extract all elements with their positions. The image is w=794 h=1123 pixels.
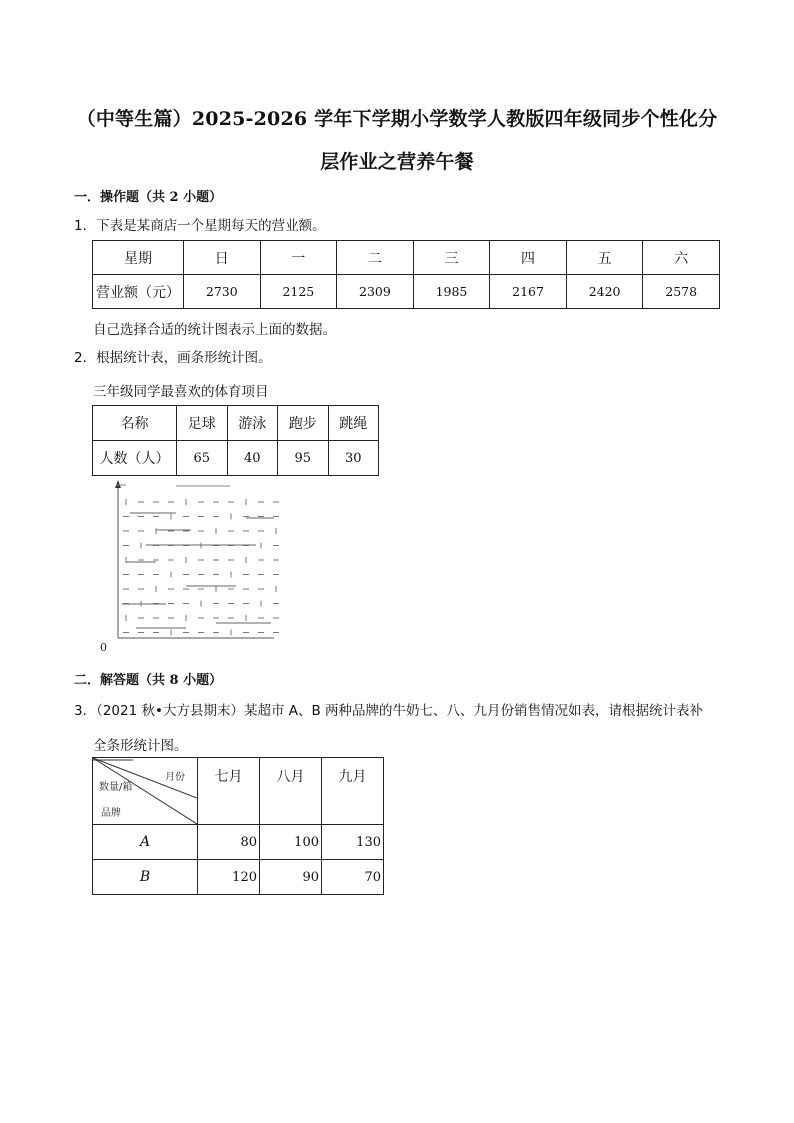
table-row <box>93 241 720 275</box>
section-heading-answer: 二．解答题（共 8 小题） <box>74 673 223 688</box>
document-title-line-2: 层作业之营养午餐 <box>320 151 474 173</box>
origin-label: 0 <box>100 641 107 654</box>
document-title-line-1: （中等生篇）2025-2026 学年下学期小学数学人教版四年级同步个性化分 <box>76 108 718 130</box>
table-cell: 星期 <box>93 241 184 275</box>
table-row <box>93 825 384 860</box>
milk-sales-table <box>92 757 384 895</box>
table-corner-cell <box>93 758 198 825</box>
table-cell: B <box>93 860 198 895</box>
table-cell: 九月 <box>322 758 384 825</box>
table-cell: 跑步 <box>278 406 329 441</box>
table-cell: 游泳 <box>227 406 278 441</box>
table-cell: 100 <box>260 825 322 860</box>
table-cell: 名称 <box>93 406 177 441</box>
y-axis-arrow <box>115 480 121 488</box>
table-cell: 跳绳 <box>328 406 379 441</box>
table-cell: 40 <box>227 441 278 476</box>
section-heading-operation: 一．操作题（共 2 小题） <box>74 190 223 205</box>
sales-table <box>92 240 720 309</box>
sports-table <box>92 405 379 476</box>
table-cell: 五 <box>566 241 643 275</box>
table-cell: 2578 <box>643 275 720 309</box>
table-cell: 四 <box>490 241 567 275</box>
table-cell: 95 <box>278 441 329 476</box>
table-row <box>93 406 379 441</box>
table-cell: 2309 <box>337 275 414 309</box>
table-cell: 二 <box>337 241 414 275</box>
table-cell: 一 <box>260 241 337 275</box>
table-row <box>93 441 379 476</box>
table-cell: 70 <box>322 860 384 895</box>
table-cell: 人数（人） <box>93 441 177 476</box>
table-cell: 六 <box>643 241 720 275</box>
corner-label-quantity: 数量/箱 <box>99 782 133 793</box>
table-cell: 1985 <box>413 275 490 309</box>
table-row <box>93 860 384 895</box>
question-1-text: 1．下表是某商店一个星期每天的营业额。 <box>74 218 326 234</box>
table-cell: 130 <box>322 825 384 860</box>
table-cell: 营业额（元） <box>93 275 184 309</box>
table-cell: 日 <box>184 241 261 275</box>
table-cell: 30 <box>328 441 379 476</box>
table-cell: 八月 <box>260 758 322 825</box>
table-cell: 65 <box>177 441 228 476</box>
table-cell: 足球 <box>177 406 228 441</box>
corner-label-brand: 品牌 <box>101 808 121 819</box>
table-row <box>93 275 720 309</box>
table-cell: 2167 <box>490 275 567 309</box>
corner-label-month: 月份 <box>165 772 185 783</box>
table-cell: A <box>93 825 198 860</box>
grid-dots <box>122 499 279 636</box>
question-2-table-title: 三年级同学最喜欢的体育项目 <box>93 384 269 400</box>
blank-chart-grid <box>96 478 281 656</box>
table-cell: 2420 <box>566 275 643 309</box>
question-3-line-1: 3．（2021 秋•大方县期末）某超市 A、B 两种品牌的牛奶七、八、九月份销售情况如表，请根据统计表补 <box>74 703 704 719</box>
table-cell: 七月 <box>198 758 260 825</box>
question-3-line-2: 全条形统计图。 <box>93 738 188 754</box>
table-cell: 2730 <box>184 275 261 309</box>
question-2-text: 2．根据统计表，画条形统计图。 <box>74 350 272 366</box>
table-row <box>93 758 384 825</box>
table-cell: 120 <box>198 860 260 895</box>
table-cell: 80 <box>198 825 260 860</box>
table-cell: 2125 <box>260 275 337 309</box>
table-cell: 三 <box>413 241 490 275</box>
corner-diagonals <box>93 758 197 824</box>
question-1-instruction: 自己选择合适的统计图表示上面的数据。 <box>93 322 336 338</box>
table-cell: 90 <box>260 860 322 895</box>
